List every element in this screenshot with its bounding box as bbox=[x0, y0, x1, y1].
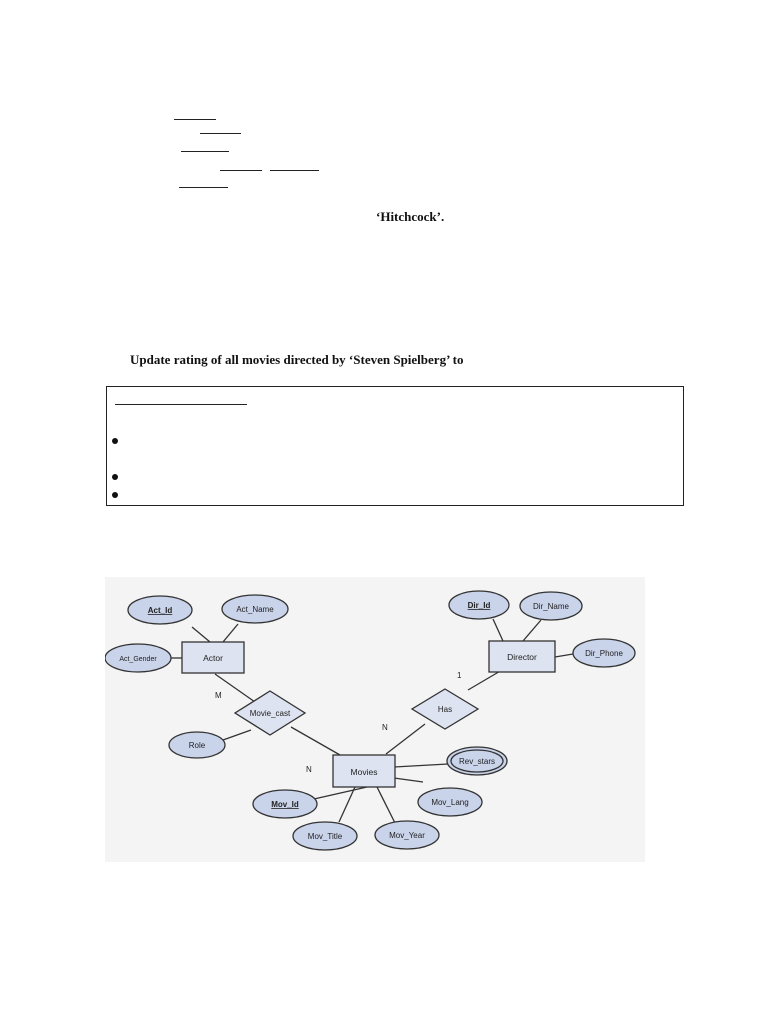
dir-id-label: Dir_Id bbox=[467, 601, 491, 610]
notes-box bbox=[106, 386, 684, 506]
cardinality-cast-movies: N bbox=[306, 765, 312, 774]
bullet-point bbox=[112, 438, 118, 444]
dir-phone-label: Dir_Phone bbox=[585, 649, 623, 658]
mov-year-label: Mov_Year bbox=[389, 831, 425, 840]
bullet-point bbox=[112, 492, 118, 498]
act-id-label: Act_Id bbox=[147, 606, 173, 615]
dir-name-label: Dir_Name bbox=[532, 602, 570, 611]
underline-fragment bbox=[181, 151, 229, 152]
cardinality-has-movies: N bbox=[382, 723, 388, 732]
actor-label: Actor bbox=[203, 653, 223, 663]
notes-heading-underline bbox=[115, 404, 247, 405]
director-label: Director bbox=[507, 652, 537, 662]
underline-fragment bbox=[220, 170, 262, 171]
hitchcock-text: ‘Hitchcock’. bbox=[376, 209, 445, 224]
rev-stars-label: Rev_stars bbox=[458, 757, 496, 766]
diagram-background bbox=[105, 577, 645, 862]
cardinality-actor-cast: M bbox=[215, 691, 222, 700]
act-gender-label: Act_Gender bbox=[119, 656, 157, 663]
underline-fragment bbox=[179, 187, 228, 188]
question-text: Update rating of all movies directed by ‘Steven Spielberg’ to bbox=[130, 352, 464, 367]
mov-lang-label: Mov_Lang bbox=[431, 798, 469, 807]
movies-label: Movies bbox=[350, 767, 378, 777]
act-name-label: Act_Name bbox=[236, 605, 274, 614]
has-label: Has bbox=[437, 705, 453, 714]
cardinality-director-has: 1 bbox=[457, 671, 462, 680]
underline-fragment bbox=[270, 170, 319, 171]
underline-fragment bbox=[174, 119, 216, 120]
role-label: Role bbox=[188, 741, 206, 750]
underline-fragment bbox=[200, 133, 241, 134]
er-diagram bbox=[105, 577, 645, 862]
bullet-point bbox=[112, 474, 118, 480]
movie-cast-label: Movie_cast bbox=[249, 709, 291, 718]
mov-id-label: Mov_Id bbox=[271, 800, 299, 809]
mov-title-label: Mov_Title bbox=[307, 832, 343, 841]
